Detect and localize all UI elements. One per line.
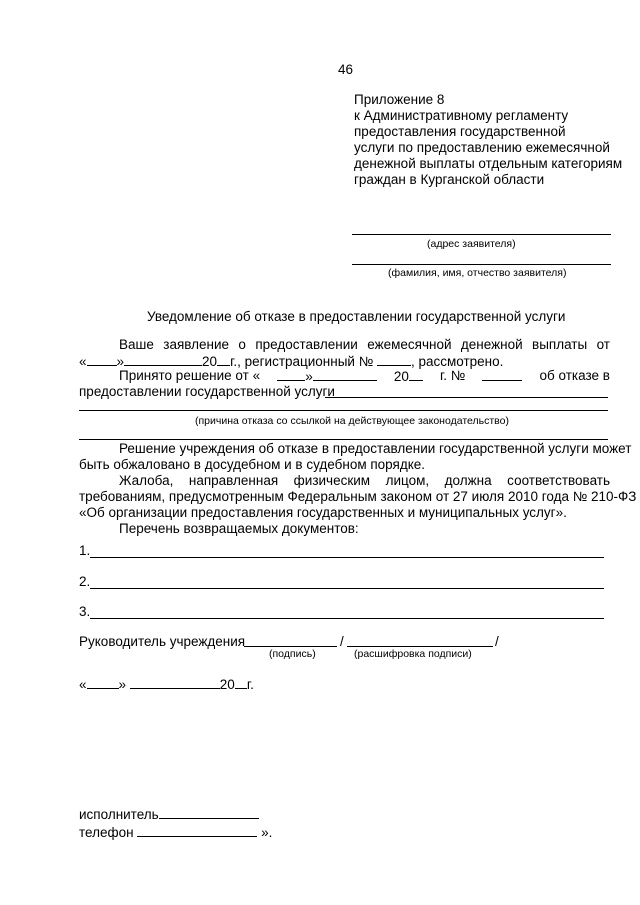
decision-month-blank xyxy=(313,368,377,381)
doc-item-3-number: 3. xyxy=(79,604,91,619)
date-month-blank xyxy=(130,676,220,689)
doc-item-1-line xyxy=(90,557,604,558)
decode-line xyxy=(347,646,493,647)
address-caption: (адрес заявителя) xyxy=(427,238,516,250)
doc-item-3-line xyxy=(90,618,604,619)
date-suffix: г. xyxy=(246,677,254,692)
paragraph-4-line-2: требованиям, предусмотренным Федеральным законом от 27 июля 2010 года № 210-ФЗ xyxy=(79,489,637,504)
service-blank xyxy=(325,397,608,398)
appendix-line: денежной выплаты отдельным категориям xyxy=(354,156,623,171)
doc-item-2-line xyxy=(90,588,604,589)
month-blank xyxy=(124,353,202,366)
considered-text: , рассмотрено. xyxy=(410,354,504,369)
reason-line xyxy=(79,410,608,411)
paragraph-1-line-1: Ваше заявление о предоставлении ежемесячной денежной выплаты от xyxy=(119,337,610,352)
reg-number-blank xyxy=(377,353,411,366)
sign-line xyxy=(244,646,337,647)
quote-open: « xyxy=(79,354,87,369)
appendix-line: граждан в Курганской области xyxy=(354,172,545,187)
phone-label: телефон xyxy=(79,825,134,840)
address-line xyxy=(352,234,611,235)
sign-caption: (подпись) xyxy=(269,648,316,660)
paragraph-4-line-1: Жалоба, направленная физическим лицом, должна соответствовать xyxy=(119,473,610,488)
appendix-line: предоставления государственной xyxy=(354,124,566,139)
appendix-line: Приложение 8 xyxy=(354,92,445,107)
decode-caption: (расшифровка подписи) xyxy=(354,648,472,660)
executor-label: исполнитель xyxy=(79,807,159,822)
paragraph-4-line-3: «Об организации предоставления государственных и муниципальных услуг». xyxy=(79,505,567,520)
executor-line xyxy=(79,806,259,823)
reg-number-label: г., регистрационный № xyxy=(230,354,374,369)
service-text: предоставлении государственной услуги xyxy=(79,384,335,399)
date-year-prefix: 20 xyxy=(219,677,235,692)
name-caption: (фамилия, имя, отчество заявителя) xyxy=(388,267,567,279)
date-quote-close: » xyxy=(118,677,127,692)
refusal-text: об отказе в xyxy=(539,368,610,383)
appendix-line: услуги по предоставлению ежемесячной xyxy=(354,140,610,155)
paragraph-2-line-1 xyxy=(119,368,610,385)
decision-number-blank xyxy=(482,368,522,381)
decision-year-blank xyxy=(409,368,423,381)
year-blank xyxy=(217,353,230,366)
page-number: 46 xyxy=(338,62,354,77)
appendix-header xyxy=(354,92,622,188)
day-blank xyxy=(87,353,117,366)
phone-blank xyxy=(137,824,257,837)
decision-number-label: г. № xyxy=(440,368,466,383)
name-line xyxy=(352,264,611,265)
returned-docs-heading: Перечень возвращаемых документов: xyxy=(119,521,359,536)
date-year-blank xyxy=(235,676,247,689)
decision-day-blank xyxy=(277,368,305,381)
doc-item-2-number: 2. xyxy=(79,574,91,589)
reason-caption: (причина отказа со ссылкой на действующее законодательство) xyxy=(195,415,509,427)
sign-slash: / xyxy=(340,634,344,649)
decision-quote-close: » xyxy=(305,369,313,384)
document-title: Уведомление об отказе в предоставлении государственной услуги xyxy=(147,309,566,324)
quote-close: » xyxy=(116,354,125,369)
decision-year-prefix: 20 xyxy=(393,369,409,384)
date-day-blank xyxy=(87,676,119,689)
decision-text: Принято решение от « xyxy=(119,368,261,383)
doc-item-1-number: 1. xyxy=(79,543,91,558)
phone-line xyxy=(79,824,272,841)
year-prefix: 20 xyxy=(202,354,218,369)
phone-end: ». xyxy=(261,825,273,840)
date-quote-open: « xyxy=(79,677,87,692)
appendix-line: к Административному регламенту xyxy=(354,108,569,123)
paragraph-3-line-1: Решение учреждения об отказе в предоставлении государственной услуги может xyxy=(119,441,632,456)
reason-line-2 xyxy=(79,439,608,440)
sign-slash-end: / xyxy=(495,634,499,649)
paragraph-3-line-2: быть обжаловано в досудебном и в судебном порядке. xyxy=(79,457,426,472)
paragraph-2-line-2 xyxy=(79,384,335,400)
executor-blank xyxy=(159,806,259,819)
date-line xyxy=(79,676,254,693)
head-label: Руководитель учреждения xyxy=(79,634,246,649)
